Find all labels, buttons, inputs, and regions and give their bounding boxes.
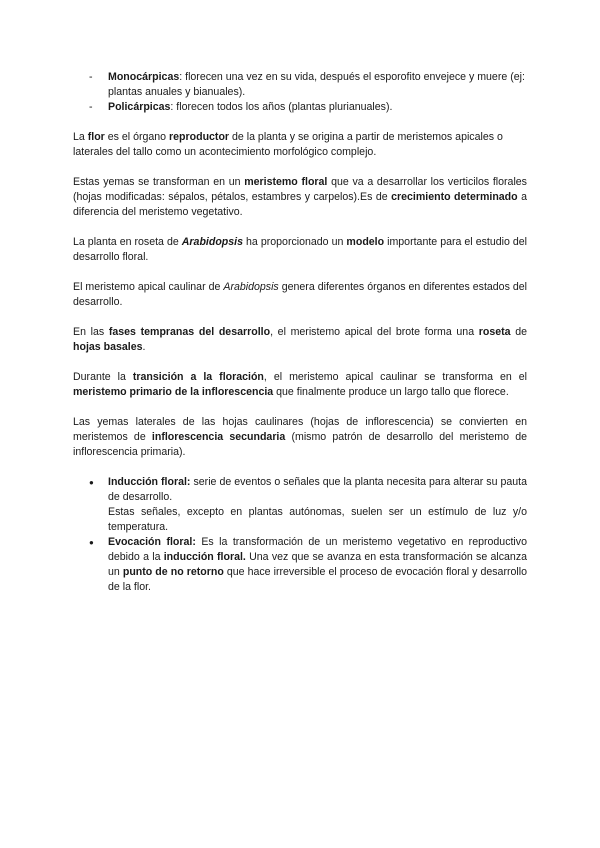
bold-text: flor xyxy=(87,131,105,143)
bold-italic-text: Arabidopsis xyxy=(181,236,244,248)
bold-text: meristemo primario de la inflorescencia xyxy=(73,386,274,398)
paragraph-meristemo-apical xyxy=(73,280,527,310)
term-induccion-floral: Inducción floral: xyxy=(108,476,191,488)
paragraph-fases-tempranas xyxy=(73,325,527,355)
italic-text: Arabidopsis xyxy=(223,281,279,293)
paragraph-yemas-laterales xyxy=(73,415,527,460)
text: , el meristemo apical caulinar se transforma en el xyxy=(263,371,527,383)
text: que finalmente produce un largo tallo que florece. xyxy=(273,386,509,398)
floral-process-list xyxy=(73,475,527,595)
text-monocarpicas: : florecen una vez en su vida, después el esporofito envejece y muere (ej: plantas anuales y bianuales). xyxy=(108,71,525,98)
text: que va a desarrollar los verticilos florales (hojas modificadas: sépalos, pétalos, estambres y carpelos).Es de xyxy=(73,176,527,203)
bold-text: fases tempranas del desarrollo xyxy=(108,326,271,338)
paragraph-flor xyxy=(73,130,527,160)
bold-text: reproductor xyxy=(169,131,230,143)
bold-text: meristemo floral xyxy=(244,176,328,188)
bold-text: punto de no retorno xyxy=(122,566,224,578)
text: . xyxy=(142,341,146,353)
text: En las xyxy=(73,326,109,338)
text: ha proporcionado un xyxy=(243,236,347,248)
text: El meristemo apical caulinar de xyxy=(73,281,224,293)
text: Las yemas laterales de las hojas caulinares (hojas de inflorescencia) se convierten en meristemos de xyxy=(73,416,527,443)
list-item-policarpicas xyxy=(73,100,527,115)
list-item-evocacion-floral xyxy=(73,535,527,595)
text: que hace irreversible el proceso de evocación floral y desarrollo de la flor. xyxy=(108,566,527,593)
text: (mismo patrón de desarrollo del meristemo de inflorescencia primaria). xyxy=(73,431,527,458)
text: a diferencia del meristemo vegetativo. xyxy=(73,191,527,218)
text: Durante la xyxy=(73,371,133,383)
term-evocacion-floral: Evocación floral: xyxy=(108,536,196,548)
list-item-monocarpicas xyxy=(73,70,527,100)
bold-text: inflorescencia secundaria xyxy=(151,431,286,443)
text: Una vez que se avanza en esta transformación se alcanza un xyxy=(108,551,528,578)
text: importante para el estudio del desarrollo floral. xyxy=(73,236,528,263)
bold-text: hojas basales xyxy=(73,341,143,353)
bold-text: modelo xyxy=(346,236,385,248)
text: La xyxy=(73,131,88,143)
text: serie de eventos o señales que la planta necesita para alterar su pauta de desarrollo. xyxy=(108,476,527,503)
paragraph-arabidopsis-modelo xyxy=(73,235,527,265)
bold-text: roseta xyxy=(478,326,511,338)
paragraph-meristemo-floral xyxy=(73,175,527,220)
term-policarpicas: Policárpicas xyxy=(108,101,171,113)
term-monocarpicas: Monocárpicas xyxy=(108,71,180,83)
bold-text: inducción floral. xyxy=(163,551,246,563)
bold-text: transición a la floración xyxy=(132,371,264,383)
induccion-floral-note: Estas señales, excepto en plantas autónomas, suelen ser un estímulo de luz y/o temperatura. xyxy=(108,506,527,533)
text-policarpicas: : florecen todos los años (plantas plurianuales). xyxy=(170,101,393,113)
text: La planta en roseta de xyxy=(73,236,182,248)
text: de xyxy=(510,326,528,338)
list-item-induccion-floral xyxy=(73,475,527,535)
text: genera diferentes órganos en diferentes estados del desarrollo. xyxy=(73,281,527,308)
text: Es la transformación de un meristemo vegetativo en reproductivo debido a la xyxy=(108,536,527,563)
text: es el órgano xyxy=(104,131,170,143)
text: Estas yemas se transforman en un xyxy=(73,176,245,188)
paragraph-transicion-floracion xyxy=(73,370,527,400)
plant-type-list xyxy=(73,70,527,115)
bold-text: crecimiento determinado xyxy=(391,191,518,203)
text: de la planta y se origina a partir de meristemos apicales o laterales del tallo como un acontecimiento morfológico complejo. xyxy=(73,131,503,158)
text: , el meristemo apical del brote forma una xyxy=(270,326,479,338)
